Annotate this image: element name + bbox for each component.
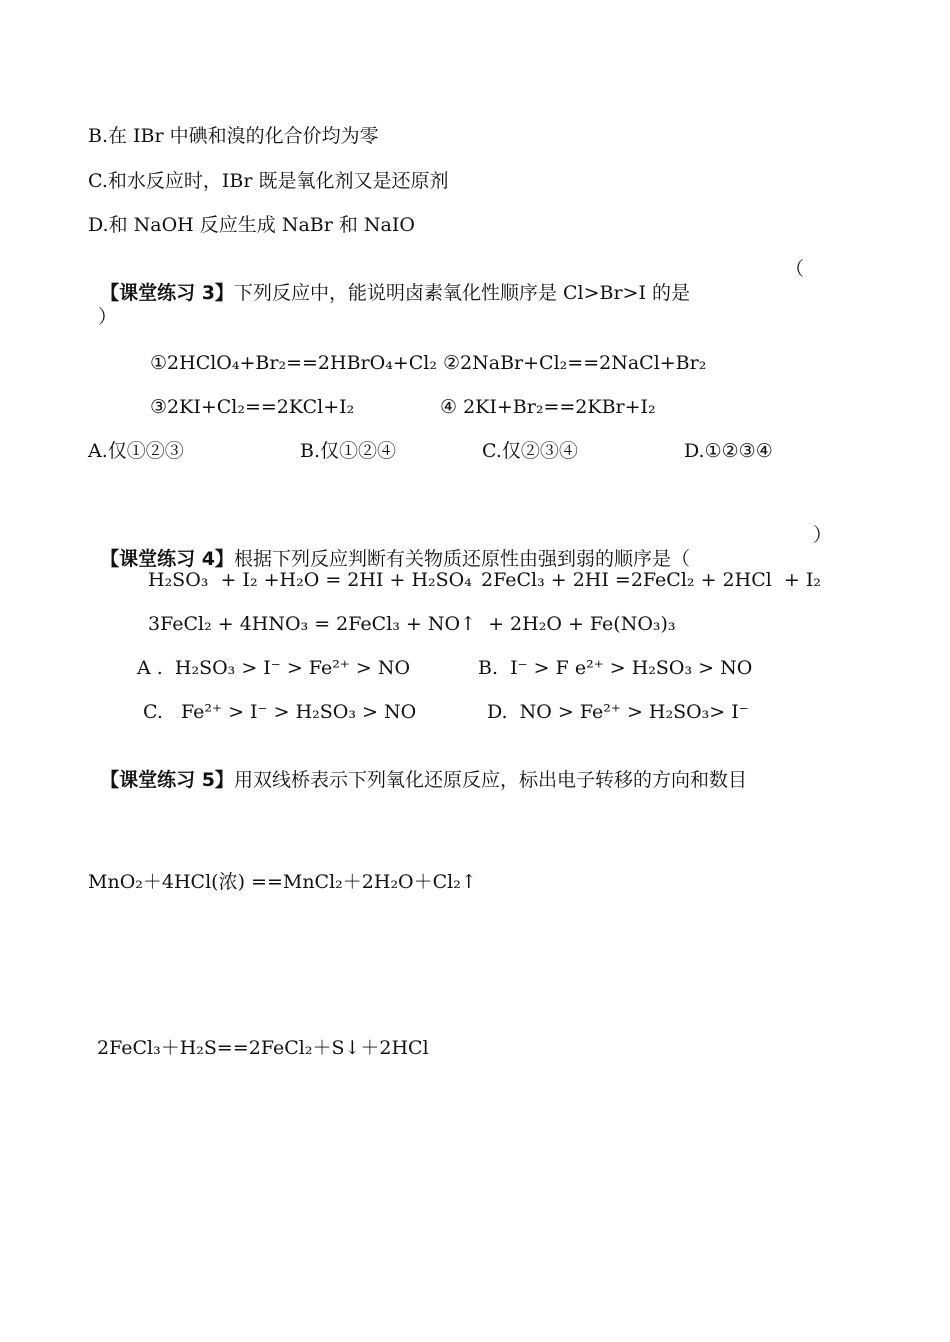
exercise-4-equation-3: 3FeCl₂ + 4HNO₃ = 2FeCl₃ + NO↑ + 2H₂O + Fe(NO₃)₃ bbox=[148, 613, 676, 635]
exercise-4-tag: 【课堂练习 4】 bbox=[100, 548, 234, 570]
exercise-3-tag: 【课堂练习 3】 bbox=[100, 282, 234, 304]
exercise-4-equation-2: 2FeCl₃ + 2HI =2FeCl₂ + 2HCl + I₂ bbox=[481, 569, 821, 591]
exercise-3-option-c: C.仅②③④ bbox=[482, 440, 578, 462]
exercise-3-option-b: B.仅①②④ bbox=[300, 440, 397, 462]
exercise-3-option-a: A.仅①②③ bbox=[88, 440, 184, 462]
exercise-3-option-d: D.①②③④ bbox=[684, 440, 773, 462]
exercise-4-paren-close: ） bbox=[813, 524, 833, 546]
exercise-4-equation-1: H₂SO₃ + I₂ +H₂O = 2HI + H₂SO₄ bbox=[148, 569, 472, 591]
exercise-5-text: 用双线桥表示下列氧化还原反应，标出电子转移的方向和数目 bbox=[233, 769, 747, 791]
exercise-4-text: 根据下列反应判断有关物质还原性由强到弱的顺序是（ bbox=[233, 548, 690, 570]
reaction-1: ①2HClO₄+Br₂==2HBrO₄+Cl₂ bbox=[150, 352, 437, 374]
exercise-3-paren-open: （ bbox=[785, 258, 805, 280]
exercise-3-question bbox=[88, 257, 690, 305]
reaction-4: ④ 2KI+Br₂==2KBr+I₂ bbox=[440, 396, 656, 418]
reaction-3: ③2KI+Cl₂==2KCl+I₂ bbox=[150, 396, 355, 418]
option-b: B.在 IBr 中碘和溴的化合价均为零 bbox=[88, 125, 379, 147]
exercise-3-text: 下列反应中，能说明卤素氧化性顺序是 Cl>Br>I 的是 bbox=[233, 282, 691, 304]
option-c: C.和水反应时，IBr 既是氧化剂又是还原剂 bbox=[88, 170, 449, 192]
exercise-4-option-d: D. NO > Fe²⁺ > H₂SO₃> I⁻ bbox=[487, 701, 749, 723]
exercise-4-question bbox=[88, 523, 690, 571]
exercise-4-option-b: B. I⁻ > F e²⁺ > H₂SO₃ > NO bbox=[478, 657, 753, 679]
exercise-5-equation-2: 2FeCl₃＋H₂S==2FeCl₂＋S↓＋2HCl bbox=[97, 1037, 429, 1059]
exercise-4-option-c: C. Fe²⁺ > I⁻ > H₂SO₃ > NO bbox=[143, 701, 417, 723]
exercise-3-paren-close: ） bbox=[98, 306, 118, 328]
exercise-4-option-a: A . H₂SO₃ > I⁻ > Fe²⁺ > NO bbox=[137, 657, 411, 679]
reaction-2: ②2NaBr+Cl₂==2NaCl+Br₂ bbox=[443, 352, 707, 374]
exercise-5-tag: 【课堂练习 5】 bbox=[100, 769, 234, 791]
exercise-5-equation-1: MnO₂＋4HCl(浓) ==MnCl₂＋2H₂O＋Cl₂↑ bbox=[88, 871, 477, 893]
option-d: D.和 NaOH 反应生成 NaBr 和 NaIO bbox=[88, 214, 415, 236]
exercise-5-question bbox=[88, 744, 747, 792]
